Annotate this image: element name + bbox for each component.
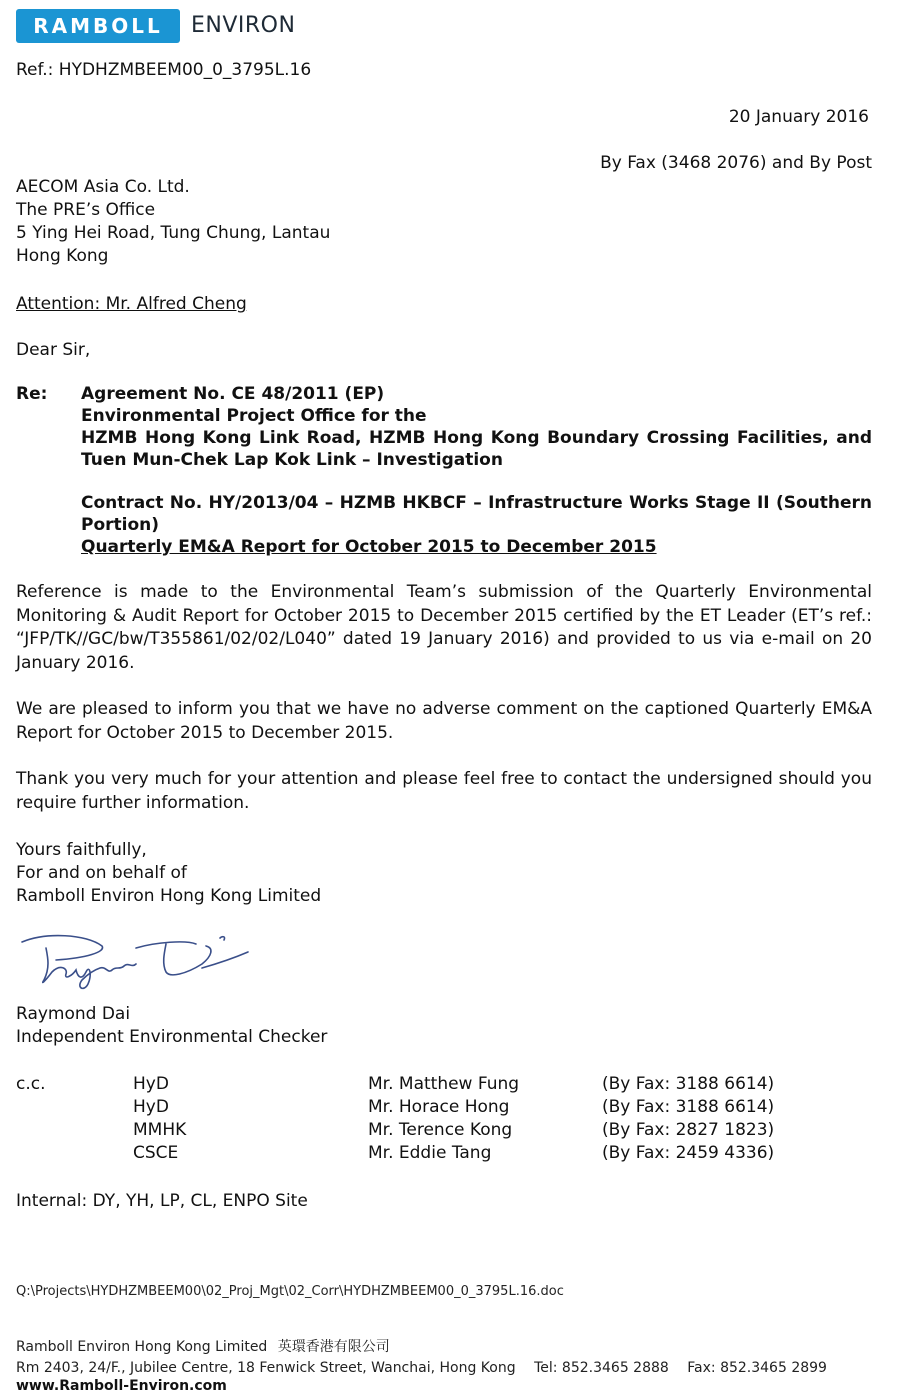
delivery-method: By Fax (3468 2076) and By Post [600,153,872,173]
cc-fax: (By Fax: 3188 6614) [602,1097,775,1117]
reference-number: Ref.: HYDHZMBEEM00_0_3795L.16 [16,60,312,80]
footer-company-name: Ramboll Environ Hong Kong Limited [16,1339,268,1355]
signer-name: Raymond Dai [16,1004,131,1024]
footer-fax: Fax: 852.3465 2899 [687,1360,827,1376]
handwritten-signature [16,928,256,994]
signer-title: Independent Environmental Checker [16,1027,328,1047]
cc-person: Mr. Matthew Fung [368,1074,520,1094]
report-title: Quarterly EM&A Report for October 2015 to December 2015 [81,537,657,557]
agreement-line: Agreement No. CE 48/2011 (EP) [81,384,385,404]
footer-website[interactable]: www.Ramboll-Environ.com [16,1378,227,1394]
project-title: HZMB Hong Kong Link Road, HZMB Hong Kong Boundary Crossing Facilities, and Tuen Mun-Chek Lap Kok Link – Investigation [81,428,872,470]
cc-fax: (By Fax: 3188 6614) [602,1074,775,1094]
cc-org: MMHK [133,1120,187,1140]
footer-company-chinese: 英環香港有限公司 [277,1339,390,1355]
closing-line: For and on behalf of [16,863,187,883]
footer-tel: Tel: 852.3465 2888 [534,1360,669,1376]
re-label: Re: [16,384,48,404]
cc-fax: (By Fax: 2827 1823) [602,1120,775,1140]
attention-line: Attention: Mr. Alfred Cheng [16,294,247,314]
footer-address: Rm 2403, 24/F., Jubilee Centre, 18 Fenwick Street, Wanchai, Hong Kong [16,1360,516,1376]
cc-person: Mr. Terence Kong [368,1120,513,1140]
footer-company [16,1338,390,1356]
cc-orgs [133,1073,186,1165]
address-line: Hong Kong [16,246,109,266]
letter-date: 20 January 2016 [728,107,869,127]
body-paragraph-2: We are pleased to inform you that we have no adverse comment on the captioned Quarterly EM&A Report for October 2015 to December 2015. [16,699,872,743]
subject-block [81,383,872,471]
cc-org: HyD [133,1097,169,1117]
project-office-line: Environmental Project Office for the [81,406,427,426]
cc-fax: (By Fax: 2459 4336) [602,1143,775,1163]
cc-person: Mr. Eddie Tang [368,1143,492,1163]
body-paragraph-3: Thank you very much for your attention and please feel free to contact the undersigned should you require further information. [16,769,872,813]
contract-line: Contract No. HY/2013/04 – HZMB HKBCF – Infrastructure Works Stage II (Southern Portion) [81,493,872,535]
footer-address-line [16,1359,827,1377]
cc-org: HyD [133,1074,169,1094]
address-line: AECOM Asia Co. Ltd. [16,177,190,197]
file-path: Q:\Projects\HYDHZMBEEM00\02_Proj_Mgt\02_Corr\HYDHZMBEEM00_0_3795L.16.doc [16,1284,564,1299]
cc-org: CSCE [133,1143,179,1163]
cc-person: Mr. Horace Hong [368,1097,510,1117]
contract-block [81,492,872,558]
closing-block [16,839,321,908]
closing-line: Ramboll Environ Hong Kong Limited [16,886,322,906]
logo-suffix: ENVIRON [191,13,296,38]
recipient-address [16,176,330,268]
signer-block [16,1003,327,1049]
address-line: 5 Ying Hei Road, Tung Chung, Lantau [16,223,331,243]
logo-brand: RAMBOLL [33,14,163,38]
closing-line: Yours faithfully, [16,840,147,860]
body-paragraph-1: Reference is made to the Environmental Team’s submission of the Quarterly Environmental Monitoring & Audit Report for October 2015 to December 2015 certified by the ET Leader (ET’s ref.: “JFP/TK//GC/bw/T355861/02/02/L040” dated 19 January 2016) and provided to us via e-mail on 20 January 2016. [16,582,872,673]
internal-distribution: Internal: DY, YH, LP, CL, ENPO Site [16,1191,308,1211]
company-logo [16,9,180,43]
cc-persons [368,1073,519,1165]
address-line: The PRE’s Office [16,200,156,220]
cc-label: c.c. [16,1074,46,1094]
salutation: Dear Sir, [16,340,91,360]
cc-faxes [602,1073,774,1165]
